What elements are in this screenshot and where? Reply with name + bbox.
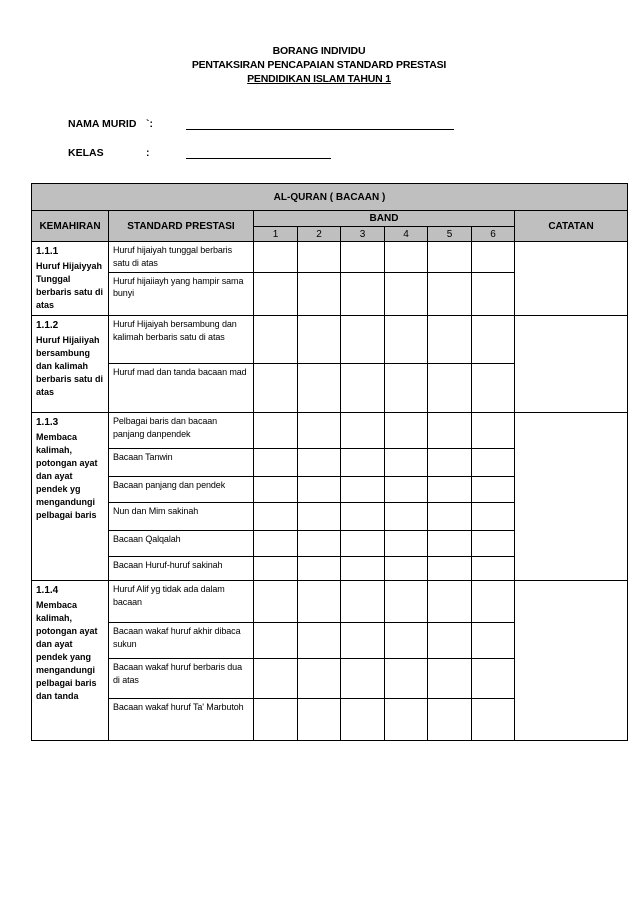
band-cell-5[interactable] [428, 659, 472, 699]
band-cell-5[interactable] [428, 449, 472, 477]
notes-cell[interactable] [515, 581, 628, 741]
band-cell-1[interactable] [254, 413, 298, 449]
band-cell-1[interactable] [254, 623, 298, 659]
class-label: KELAS [68, 147, 104, 159]
standard-cell: Pelbagai baris dan bacaan panjang danpendek [109, 413, 254, 449]
band-cell-3[interactable] [341, 477, 385, 503]
band-number-6: 6 [472, 227, 515, 242]
band-cell-2[interactable] [298, 503, 341, 531]
band-cell-5[interactable] [428, 477, 472, 503]
band-cell-1[interactable] [254, 699, 298, 741]
notes-cell[interactable] [515, 316, 628, 413]
band-cell-1[interactable] [254, 364, 298, 413]
skill-code: 1.1.4 [36, 585, 59, 596]
band-number-3: 3 [341, 227, 385, 242]
standard-cell: Nun dan Mim sakinah [109, 503, 254, 531]
skill-code: 1.1.3 [36, 417, 59, 428]
band-cell-3[interactable] [341, 364, 385, 413]
band-cell-6[interactable] [472, 316, 515, 364]
student-name-row [68, 118, 454, 130]
band-cell-5[interactable] [428, 316, 472, 364]
band-cell-2[interactable] [298, 316, 341, 364]
skill-description: Membaca kalimah, potongan ayat dan ayat pendek yang mengandungi pelbagai baris dan tanda [36, 600, 98, 701]
band-cell-4[interactable] [385, 531, 428, 557]
band-cell-2[interactable] [298, 477, 341, 503]
band-cell-6[interactable] [472, 659, 515, 699]
band-cell-2[interactable] [298, 413, 341, 449]
class-colon: : [146, 147, 150, 159]
standard-row [32, 316, 628, 364]
band-cell-1[interactable] [254, 659, 298, 699]
standard-cell: Huruf hijaiiayh yang hampir sama bunyi [109, 272, 254, 315]
band-cell-1[interactable] [254, 557, 298, 581]
standard-row [32, 581, 628, 623]
title-line-1: BORANG INDIVIDU [272, 45, 366, 57]
standard-cell: Bacaan wakaf huruf berbaris dua di atas [109, 659, 254, 699]
band-cell-6[interactable] [472, 272, 515, 315]
title-line-2: PENTAKSIRAN PENCAPAIAN STANDARD PRESTASI [191, 59, 447, 71]
skill-cell [32, 316, 109, 413]
band-cell-1[interactable] [254, 242, 298, 273]
standard-cell: Bacaan panjang dan pendek [109, 477, 254, 503]
band-cell-4[interactable] [385, 659, 428, 699]
band-cell-1[interactable] [254, 581, 298, 623]
class-line[interactable] [186, 148, 331, 159]
band-cell-3[interactable] [341, 581, 385, 623]
band-cell-3[interactable] [341, 531, 385, 557]
band-cell-3[interactable] [341, 503, 385, 531]
band-cell-5[interactable] [428, 557, 472, 581]
skill-description: Huruf Hijaiiyah bersambung dan kalimah berbaris satu di atas [36, 335, 104, 397]
band-cell-4[interactable] [385, 699, 428, 741]
band-cell-5[interactable] [428, 242, 472, 273]
col-header-band: BAND [254, 211, 515, 227]
notes-cell[interactable] [515, 413, 628, 581]
band-cell-4[interactable] [385, 316, 428, 364]
band-number-2: 2 [298, 227, 341, 242]
band-cell-4[interactable] [385, 557, 428, 581]
assessment-table [31, 183, 628, 741]
band-cell-6[interactable] [472, 699, 515, 741]
student-name-line[interactable] [186, 119, 454, 130]
band-cell-2[interactable] [298, 449, 341, 477]
col-header-notes: CATATAN [515, 211, 628, 242]
standard-cell: Huruf mad dan tanda bacaan mad [109, 364, 254, 413]
band-cell-2[interactable] [298, 242, 341, 273]
band-cell-5[interactable] [428, 623, 472, 659]
band-cell-6[interactable] [472, 503, 515, 531]
band-cell-1[interactable] [254, 531, 298, 557]
band-cell-2[interactable] [298, 364, 341, 413]
band-cell-3[interactable] [341, 659, 385, 699]
band-cell-6[interactable] [472, 581, 515, 623]
band-number-1: 1 [254, 227, 298, 242]
band-cell-6[interactable] [472, 242, 515, 273]
band-cell-5[interactable] [428, 699, 472, 741]
band-cell-3[interactable] [341, 272, 385, 315]
standard-row [32, 413, 628, 449]
band-cell-6[interactable] [472, 477, 515, 503]
student-name-label: NAMA MURID [68, 118, 137, 130]
band-cell-5[interactable] [428, 364, 472, 413]
band-cell-3[interactable] [341, 413, 385, 449]
notes-cell[interactable] [515, 242, 628, 316]
band-cell-5[interactable] [428, 531, 472, 557]
band-number-4: 4 [385, 227, 428, 242]
band-cell-5[interactable] [428, 413, 472, 449]
band-cell-2[interactable] [298, 272, 341, 315]
band-cell-6[interactable] [472, 531, 515, 557]
band-cell-4[interactable] [385, 364, 428, 413]
class-row [68, 147, 331, 159]
skill-code: 1.1.1 [36, 246, 59, 257]
standard-cell: Bacaan wakaf huruf akhir dibaca sukun [109, 623, 254, 659]
col-header-standard: STANDARD PRESTASI [109, 211, 254, 242]
document-title [0, 44, 638, 86]
band-cell-3[interactable] [341, 449, 385, 477]
band-cell-1[interactable] [254, 449, 298, 477]
skill-cell [32, 242, 109, 316]
band-cell-2[interactable] [298, 699, 341, 741]
band-cell-6[interactable] [472, 413, 515, 449]
standard-cell: Bacaan Qalqalah [109, 531, 254, 557]
standard-cell: Huruf Hijaiyah bersambung dan kalimah berbaris satu di atas [109, 316, 254, 364]
band-cell-2[interactable] [298, 557, 341, 581]
band-cell-3[interactable] [341, 699, 385, 741]
band-cell-4[interactable] [385, 449, 428, 477]
student-name-colon: `: [146, 118, 153, 130]
band-cell-5[interactable] [428, 503, 472, 531]
section-title: AL-QURAN ( BACAAN ) [32, 184, 628, 211]
band-cell-4[interactable] [385, 581, 428, 623]
skill-description: Membaca kalimah, potongan ayat dan ayat pendek yg mengandungi pelbagai baris [36, 432, 98, 520]
band-cell-2[interactable] [298, 659, 341, 699]
band-cell-6[interactable] [472, 557, 515, 581]
band-number-5: 5 [428, 227, 472, 242]
band-cell-1[interactable] [254, 272, 298, 315]
band-cell-4[interactable] [385, 503, 428, 531]
standard-cell: Bacaan Huruf-huruf sakinah [109, 557, 254, 581]
band-cell-6[interactable] [472, 623, 515, 659]
band-cell-3[interactable] [341, 316, 385, 364]
skill-code: 1.1.2 [36, 320, 59, 331]
skill-cell [32, 413, 109, 581]
standard-cell: Bacaan wakaf huruf Ta' Marbutoh [109, 699, 254, 741]
band-cell-4[interactable] [385, 242, 428, 273]
band-cell-6[interactable] [472, 449, 515, 477]
col-header-skill: KEMAHIRAN [32, 211, 109, 242]
band-cell-4[interactable] [385, 413, 428, 449]
band-cell-6[interactable] [472, 364, 515, 413]
band-cell-2[interactable] [298, 581, 341, 623]
standard-cell: Huruf Alif yg tidak ada dalam bacaan [109, 581, 254, 623]
band-cell-4[interactable] [385, 623, 428, 659]
band-cell-1[interactable] [254, 503, 298, 531]
band-cell-3[interactable] [341, 623, 385, 659]
band-cell-3[interactable] [341, 242, 385, 273]
standard-cell: Bacaan Tanwin [109, 449, 254, 477]
band-cell-5[interactable] [428, 272, 472, 315]
skill-cell [32, 581, 109, 741]
standard-row [32, 242, 628, 273]
band-cell-4[interactable] [385, 477, 428, 503]
band-cell-1[interactable] [254, 477, 298, 503]
title-line-3: PENDIDIKAN ISLAM TAHUN 1 [247, 73, 391, 85]
band-cell-2[interactable] [298, 623, 341, 659]
band-cell-4[interactable] [385, 272, 428, 315]
band-cell-3[interactable] [341, 557, 385, 581]
band-cell-5[interactable] [428, 581, 472, 623]
band-cell-2[interactable] [298, 531, 341, 557]
standard-cell: Huruf hijaiyah tunggal berbaris satu di atas [109, 242, 254, 273]
band-cell-1[interactable] [254, 316, 298, 364]
skill-description: Huruf Hijaiyyah Tunggal berbaris satu di atas [36, 261, 104, 310]
